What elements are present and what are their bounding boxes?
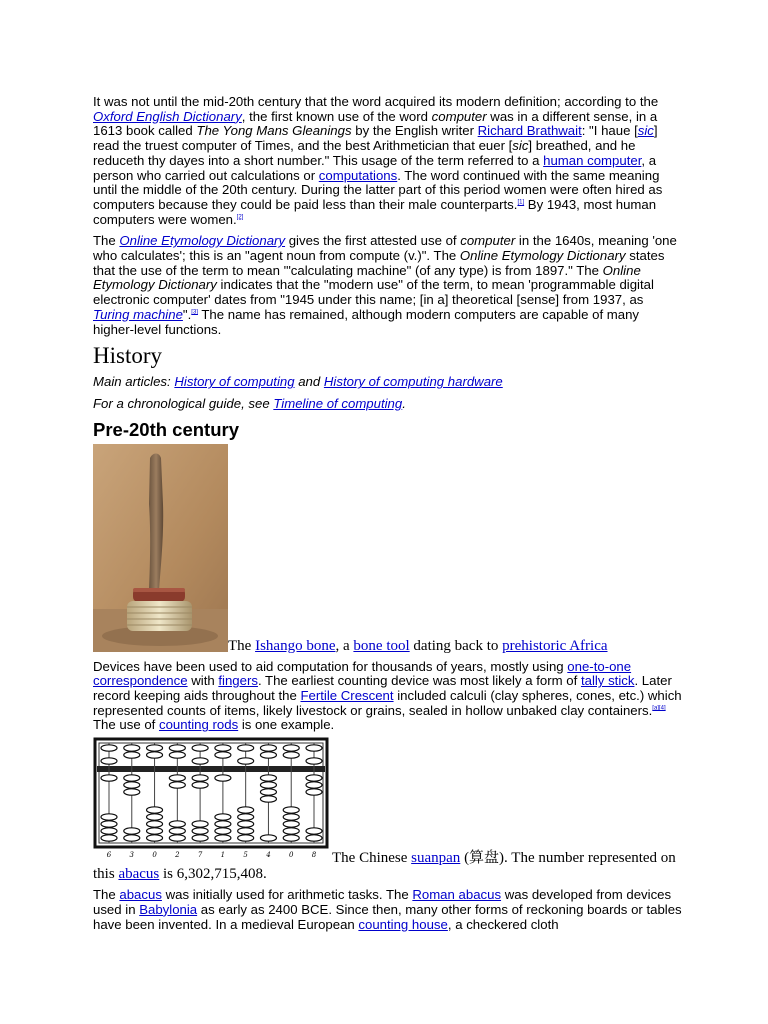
ishango-bone-image [93, 444, 228, 652]
abacus-digit-label: 5 [243, 851, 248, 860]
abacus-bead [192, 821, 208, 827]
abacus-bead [283, 835, 299, 841]
text: , a [335, 637, 354, 654]
abacus-bead [192, 745, 208, 751]
abacus-bead [306, 828, 322, 834]
text: with [187, 673, 219, 689]
abacus-bead [192, 758, 208, 764]
subsection-heading-pre-20th-century: Pre-20th century [93, 418, 239, 440]
italic-text: Online Etymology Dictionary [93, 262, 641, 293]
text: ] breathed, and he reduceth thy dayes into a short number." This usage of the term referred to a [93, 138, 636, 168]
abacus-bead [147, 828, 163, 834]
section-heading-history: History [93, 343, 162, 369]
abacus-bead [192, 828, 208, 834]
text: , the first known use of the word [241, 108, 432, 124]
text: is one example. [238, 717, 335, 733]
abacus-bead [169, 835, 185, 841]
abacus-bead [238, 835, 254, 841]
abacus-digit-label: 4 [266, 851, 271, 860]
abacus-bead [215, 835, 231, 841]
text: It was not until the mid-20th century that the word acquired its modern definition; according to the [93, 94, 659, 109]
link-history-of-computing-hardware[interactable]: History of computing hardware [323, 374, 503, 390]
text: Devices have been used to aid computation for thousands of years, mostly using [93, 658, 568, 674]
italic-text: The Yong Mans Gleanings [196, 123, 352, 139]
abacus-bead [283, 828, 299, 834]
abacus-bead [124, 789, 140, 795]
text: was developed from devices used in [93, 887, 672, 917]
document-page [93, 95, 683, 932]
abacus-bead [260, 745, 276, 751]
text: . Later record keeping aids throughout the [93, 673, 672, 704]
abacus-bead [238, 758, 254, 764]
abacus-bead [238, 828, 254, 834]
abacus-bead [306, 789, 322, 795]
paragraph-devices [93, 660, 683, 734]
link-babylonia[interactable]: Babylonia [139, 901, 198, 917]
text: . The word continued with the same meaning until the middle of the 20th century. During the latter part of this period women were often hired as computers because they could be paid less than their male counterparts. [93, 167, 663, 212]
link-oxford-english-dictionary[interactable]: Oxford English Dictionary [93, 108, 242, 124]
abacus-digit-label: 8 [311, 851, 317, 860]
abacus-bead [147, 745, 163, 751]
abacus-bead [124, 835, 140, 841]
link-sic[interactable]: sic [637, 123, 654, 139]
paragraph-online-etymology [93, 234, 683, 337]
abacus-bead [124, 752, 140, 758]
abacus-bead [124, 775, 140, 781]
ishango-bone-caption [228, 638, 608, 654]
link-prehistoric-africa[interactable]: prehistoric Africa [502, 637, 608, 654]
text: , a checkered cloth [447, 916, 559, 932]
italic-text: computer [431, 108, 487, 124]
abacus-bead [169, 752, 185, 758]
text: , a person who carried out calculations or [93, 152, 657, 183]
link-counting-rods[interactable]: counting rods [158, 717, 239, 733]
abacus-bead [147, 807, 163, 813]
text: The use of [93, 717, 159, 733]
figure-suanpan [93, 736, 683, 882]
suanpan-abacus-image [93, 736, 330, 862]
abacus-bead [283, 745, 299, 751]
paragraph-etymology [93, 95, 683, 227]
abacus-bead [260, 835, 276, 841]
abacus-bead [238, 814, 254, 820]
abacus-digit-label: 0 [288, 851, 294, 860]
abacus-digit-label: 7 [197, 851, 203, 860]
abacus-digit-label: 3 [129, 851, 135, 860]
link-abacus[interactable]: abacus [118, 866, 160, 883]
italic-text: Online Etymology Dictionary [459, 248, 626, 264]
abacus-bead [306, 745, 322, 751]
abacus-bead [260, 752, 276, 758]
abacus-bead [238, 807, 254, 813]
paragraph-abacus [93, 888, 683, 932]
text: The [93, 233, 120, 249]
link-bone-tool[interactable]: bone tool [353, 637, 410, 654]
abacus-bead [283, 821, 299, 827]
italic-text: computer [460, 233, 516, 249]
abacus-bead [238, 745, 254, 751]
text: in the 1640s, meaning 'one who calculates'; this is an "agent noun from compute (v.)". The [93, 233, 677, 264]
link-human-computer[interactable]: human computer [543, 152, 642, 168]
abacus-bead [169, 745, 185, 751]
abacus-digit-label: 6 [106, 851, 112, 860]
text: ] read the truest computer of Times, and the best Arithmetician that euer [ [93, 123, 658, 154]
link-fingers[interactable]: fingers [218, 673, 258, 689]
abacus-bead [260, 789, 276, 795]
abacus-bead [101, 758, 117, 764]
text: The Chinese [332, 850, 412, 867]
abacus-bead [192, 782, 208, 788]
link-history-of-computing[interactable]: History of computing [174, 374, 295, 390]
abacus-bead [215, 775, 231, 781]
abacus-bead [283, 807, 299, 813]
abacus-bead [283, 814, 299, 820]
link-counting-house[interactable]: counting house [358, 916, 448, 932]
abacus-bead [215, 752, 231, 758]
link-tally-stick[interactable]: tally stick [580, 673, 635, 689]
abacus-bead [169, 821, 185, 827]
abacus-bead [215, 814, 231, 820]
abacus-bead [192, 775, 208, 781]
text: by the English writer [351, 123, 478, 139]
abacus-bead [215, 828, 231, 834]
text: is 6,302,715,408. [159, 866, 267, 883]
link-timeline-of-computing[interactable]: Timeline of computing [273, 395, 403, 411]
abacus-digit-label: 2 [175, 851, 180, 860]
abacus-bead [260, 775, 276, 781]
text: as early as 2400 BCE. Since then, many other forms of reckoning boards or tables have been invented. In a medieval European [93, 901, 682, 932]
abacus-bead [215, 745, 231, 751]
link-online-etymology-dictionary[interactable]: Online Etymology Dictionary [119, 233, 286, 249]
link-fertile-crescent[interactable]: Fertile Crescent [300, 688, 394, 704]
abacus-bead [169, 828, 185, 834]
link-abacus[interactable]: abacus [119, 887, 162, 903]
text: ". [182, 306, 192, 322]
abacus-bead [101, 745, 117, 751]
abacus-bead [101, 821, 117, 827]
figure-ishango-bone [93, 444, 683, 656]
abacus-bead [101, 814, 117, 820]
abacus-digit-label: 0 [152, 851, 157, 860]
text: The [93, 887, 120, 903]
text: : "I haue [ [581, 123, 638, 139]
text: included calculi (clay spheres, cones, etc.) which represented counts of items, likely livestock or grains, sealed in hollow unbaked clay containers. [93, 688, 682, 718]
abacus-bead [101, 775, 117, 781]
text: dating back to [409, 637, 503, 654]
link-ishango-bone[interactable]: Ishango bone [255, 637, 336, 654]
text: was in a different sense, in a 1613 book called [93, 108, 658, 139]
reference-link[interactable]: [3] [191, 309, 198, 316]
abacus-bead [215, 821, 231, 827]
abacus-bead [101, 828, 117, 834]
link-computations[interactable]: computations [318, 167, 398, 183]
abacus-bead [260, 782, 276, 788]
abacus-bead [306, 782, 322, 788]
reference-link[interactable]: [1] [517, 199, 525, 206]
italic-text: sic [512, 138, 529, 154]
abacus-bead [147, 835, 163, 841]
abacus-bead [260, 796, 276, 802]
link-richard-brathwait[interactable]: Richard Brathwait [477, 123, 582, 139]
reference-link[interactable]: [a][4] [652, 705, 666, 712]
text: By 1943, most human computers were women. [93, 196, 657, 227]
abacus-bead [101, 835, 117, 841]
abacus-bead [124, 828, 140, 834]
abacus-bead [147, 814, 163, 820]
abacus-bead [169, 782, 185, 788]
abacus-bead [238, 821, 254, 827]
abacus-bead [124, 782, 140, 788]
text: was initially used for arithmetic tasks. The [161, 887, 413, 903]
italic-text: . [402, 395, 406, 411]
link-turing-machine[interactable]: Turing machine [93, 306, 183, 322]
reference-link[interactable]: [2] [236, 214, 244, 221]
abacus-bead [192, 835, 208, 841]
main-articles-note [93, 375, 683, 390]
text: gives the first attested use of [285, 233, 461, 249]
abacus-bead [147, 752, 163, 758]
abacus-bead [169, 775, 185, 781]
abacus-digit-label: 1 [220, 851, 226, 860]
chronological-guide-note [93, 397, 683, 412]
link-suanpan[interactable]: suanpan [411, 850, 461, 867]
text: The name has remained, although modern computers are capable of many higher-level functions. [93, 306, 640, 337]
text: indicates that the "modern use" of the term, to mean 'programmable digital electronic computer' dates from "1945 under this name; [in a] theoretical [sense] from 1937, as [93, 277, 654, 308]
text: states that the use of the term to mean '"calculating machine" (of any type) is from 1897." The [93, 248, 665, 278]
abacus-bead [283, 752, 299, 758]
text: The [228, 637, 256, 654]
link-one-to-one-correspondence[interactable]: one-to-one correspondence [93, 658, 632, 689]
abacus-bead [306, 775, 322, 781]
abacus-bead [306, 835, 322, 841]
text: (算盘). The number represented on this [93, 850, 676, 883]
italic-text: and [294, 374, 324, 390]
text: . The earliest counting device was most likely a form of [257, 673, 581, 689]
abacus-bead [306, 758, 322, 764]
abacus-bead [147, 821, 163, 827]
italic-text: Main articles: [93, 374, 175, 390]
italic-text: For a chronological guide, see [93, 395, 274, 411]
link-roman-abacus[interactable]: Roman abacus [412, 887, 502, 903]
abacus-bead [124, 745, 140, 751]
